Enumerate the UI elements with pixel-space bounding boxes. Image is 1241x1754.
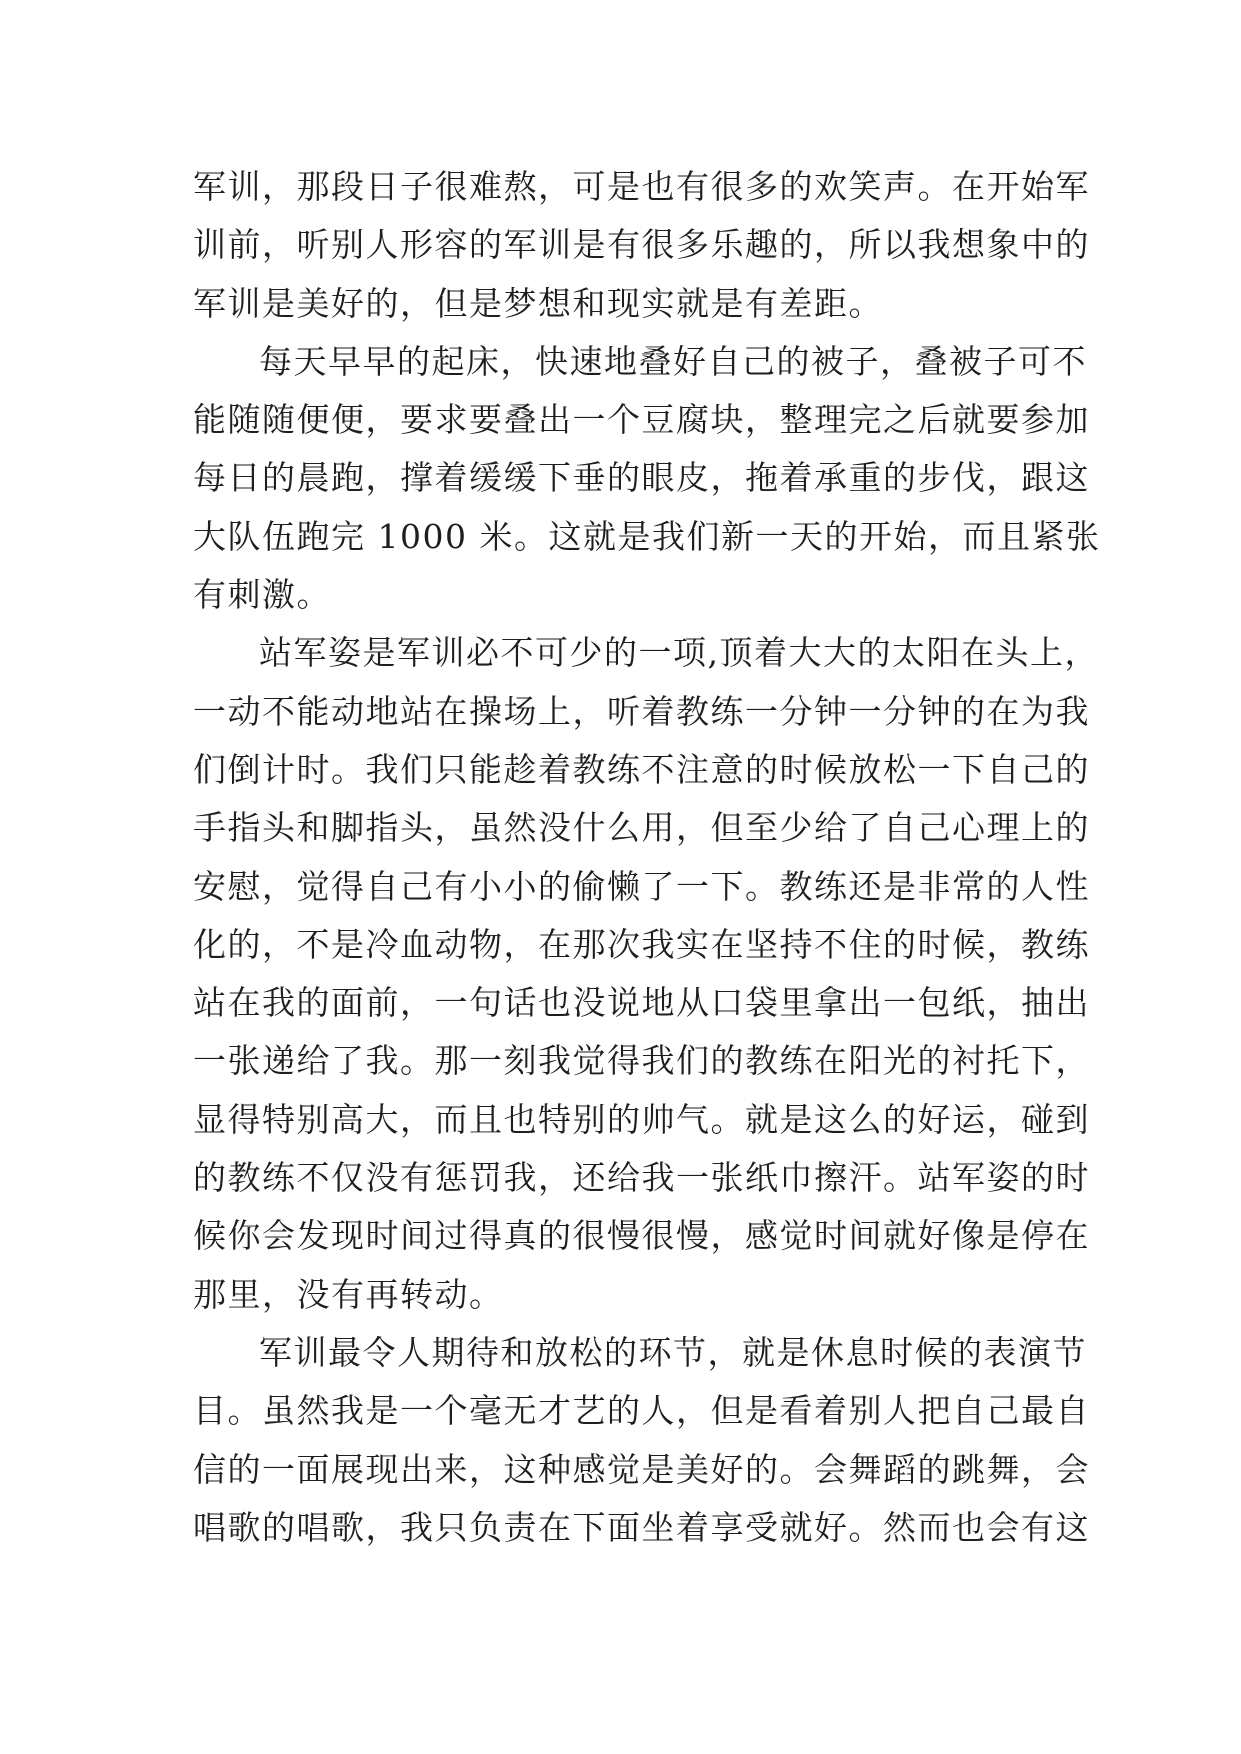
text-line: 手指头和脚指头，虽然没什么用，但至少给了自己心理上的: [193, 808, 1090, 848]
text-line: 候你会发现时间过得真的很慢很慢，感觉时间就好像是停在: [193, 1216, 1090, 1256]
paragraph-start-line: 军训最令人期待和放松的环节，就是休息时候的表演节: [259, 1332, 1087, 1372]
text-line: 军训是美好的，但是梦想和现实就是有差距。: [193, 283, 883, 323]
text-line: 能随随便便，要求要叠出一个豆腐块，整理完之后就要参加: [193, 400, 1090, 440]
paragraph-start-line: 每天早早的起床，快速地叠好自己的被子，叠被子可不: [259, 341, 1087, 381]
text-line: 的教练不仅没有惩罚我，还给我一张纸巾擦汗。站军姿的时: [193, 1158, 1090, 1198]
text-line: 唱歌的唱歌，我只负责在下面坐着享受就好。然而也会有这: [193, 1507, 1090, 1547]
text-line: 安慰，觉得自己有小小的偷懒了一下。教练还是非常的人性: [193, 866, 1090, 906]
text-line: 一动不能动地站在操场上，听着教练一分钟一分钟的在为我: [193, 691, 1090, 731]
text-line: 显得特别高大，而且也特别的帅气。就是这么的好运，碰到: [193, 1099, 1090, 1139]
text-line: 每日的晨跑，撑着缓缓下垂的眼皮，拖着承重的步伐，跟这: [193, 458, 1090, 498]
text-line: 信的一面展现出来，这种感觉是美好的。会舞蹈的跳舞，会: [193, 1449, 1090, 1489]
text-line: 大队伍跑完 1000 米。这就是我们新一天的开始，而且紧张: [193, 516, 1101, 556]
text-line: 目。虽然我是一个毫无才艺的人，但是看着别人把自己最自: [193, 1391, 1090, 1431]
paragraph-start-line: 站军姿是军训必不可少的一项,顶着大大的太阳在头上，: [259, 633, 1099, 673]
text-line: 训前，听别人形容的军训是有很多乐趣的，所以我想象中的: [193, 225, 1090, 265]
text-line: 站在我的面前，一句话也没说地从口袋里拿出一包纸，抽出: [193, 983, 1090, 1023]
text-line: 有刺激。: [193, 575, 331, 615]
text-line: 们倒计时。我们只能趁着教练不注意的时候放松一下自己的: [193, 749, 1090, 789]
text-line: 化的，不是冷血动物，在那次我实在坚持不住的时候，教练: [193, 924, 1090, 964]
text-line: 那里，没有再转动。: [193, 1274, 504, 1314]
text-line: 一张递给了我。那一刻我觉得我们的教练在阳光的衬托下，: [193, 1041, 1090, 1081]
text-line: 军训，那段日子很难熬，可是也有很多的欢笑声。在开始军: [193, 167, 1090, 206]
essay-body: [193, 158, 1101, 1557]
